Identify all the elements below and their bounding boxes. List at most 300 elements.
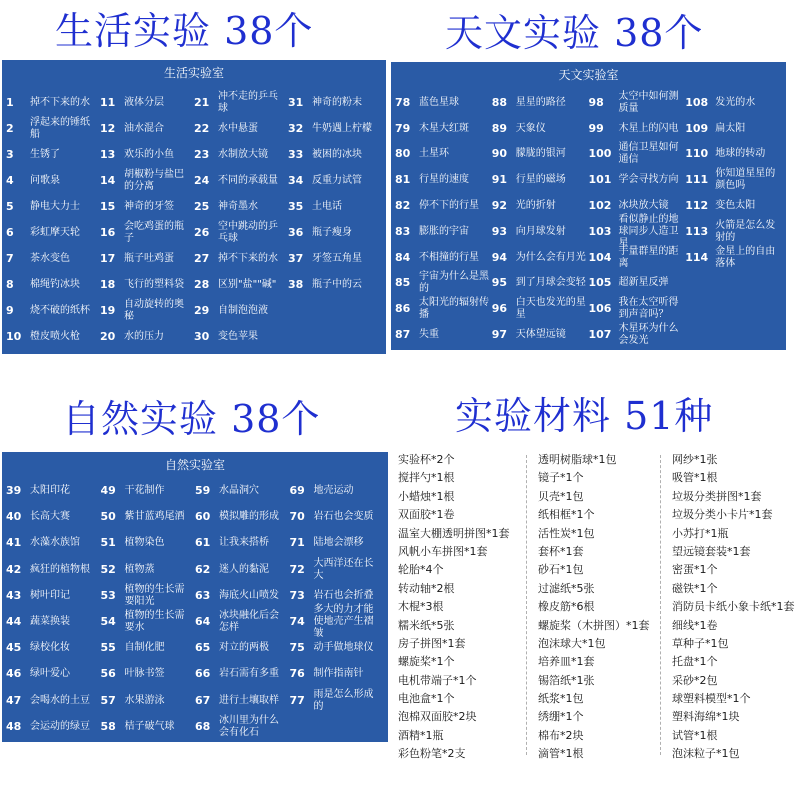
experiment-item <box>589 167 684 193</box>
experiment-number: 22 <box>194 122 210 135</box>
experiment-number: 13 <box>100 148 116 161</box>
experiment-number: 62 <box>195 562 211 576</box>
experiment-item <box>589 296 684 322</box>
experiment-number: 19 <box>100 304 116 317</box>
experiment-label: 土星环 <box>419 148 449 160</box>
astro-experiments-title: 天文实验 38个 <box>445 11 704 55</box>
materials-divider-1 <box>526 455 527 755</box>
experiment-item <box>290 530 383 556</box>
experiment-number: 73 <box>289 588 305 602</box>
experiment-number: 12 <box>100 122 116 135</box>
material-item: 酒精*1瓶 <box>398 728 444 742</box>
experiment-number: 78 <box>395 95 411 109</box>
material-item: 木棍*3根 <box>398 600 444 614</box>
experiment-item <box>288 168 380 194</box>
experiment-number: 87 <box>395 328 411 342</box>
experiment-label: 向月球发射 <box>515 225 566 237</box>
material-item: 绣绷*1个 <box>538 710 584 724</box>
experiment-item <box>492 322 587 348</box>
material-item: 电池盒*1个 <box>398 692 455 706</box>
experiment-number: 11 <box>100 96 116 109</box>
experiment-number: 30 <box>194 330 210 343</box>
experiment-number: 92 <box>491 199 508 213</box>
experiment-number: 20 <box>100 330 116 343</box>
experiment-label: 冰块放大镜 <box>618 200 669 212</box>
experiment-number: 49 <box>100 484 116 498</box>
experiment-number: 47 <box>6 693 22 707</box>
material-item: 电机带端子*1个 <box>398 673 477 687</box>
material-item: 望远镜套装*1套 <box>672 544 751 558</box>
experiment-label: 绿叶爱心 <box>30 668 70 680</box>
experiment-number: 18 <box>100 278 116 291</box>
experiment-label: 地壳运动 <box>313 485 354 497</box>
material-item: 试管*1根 <box>672 728 718 742</box>
experiment-number: 112 <box>685 199 709 213</box>
experiment-number: 111 <box>685 173 709 187</box>
experiment-number: 27 <box>194 252 210 265</box>
experiment-number: 40 <box>6 510 22 524</box>
material-item: 透明树脂球*1包 <box>538 453 617 466</box>
experiment-number: 45 <box>6 641 22 655</box>
experiment-item <box>395 142 490 168</box>
materials-column-3 <box>672 451 795 764</box>
experiment-label: 进行土壤取样 <box>219 694 279 706</box>
experiment-label: 自制化肥 <box>124 642 165 654</box>
experiment-number: 91 <box>491 173 508 187</box>
experiment-number: 86 <box>395 302 411 316</box>
experiment-label: 木星环为什么会发光 <box>618 323 679 347</box>
experiment-label: 棉绳钓冰块 <box>30 279 80 290</box>
experiment-item <box>395 116 490 142</box>
experiment-label: 疯狂的植物根 <box>30 563 90 575</box>
experiment-number: 2 <box>6 122 14 135</box>
experiment-number: 99 <box>588 121 604 135</box>
material-item: 套杯*1套 <box>538 544 584 558</box>
experiment-item <box>194 142 286 168</box>
experiment-number: 60 <box>195 510 211 524</box>
experiment-label: 水晶洞穴 <box>219 485 259 497</box>
experiment-label: 动手做地球仪 <box>313 642 374 654</box>
experiment-item <box>290 661 383 687</box>
experiment-label: 木星上的闪电 <box>618 122 679 134</box>
experiment-number: 107 <box>588 328 612 342</box>
material-item: 温室大棚透明拼图*1套 <box>398 526 510 540</box>
experiment-item <box>685 322 780 348</box>
experiment-item <box>395 322 490 348</box>
experiment-label: 不同的承载量 <box>218 175 278 186</box>
experiment-item <box>685 245 780 271</box>
experiment-label: 制作指南针 <box>313 668 364 680</box>
experiment-number: 74 <box>289 615 305 629</box>
experiment-number: 101 <box>588 173 612 187</box>
experiment-label: 不相撞的行星 <box>419 251 479 263</box>
experiment-item <box>288 90 380 116</box>
experiment-item <box>194 168 286 194</box>
material-item: 滴管*1根 <box>538 747 584 761</box>
astro-lab-grid <box>395 90 782 348</box>
experiment-label: 变色太阳 <box>715 200 756 212</box>
experiment-number: 23 <box>194 148 210 161</box>
experiment-item <box>195 504 288 530</box>
experiment-item <box>589 90 684 116</box>
material-item: 细线*1卷 <box>672 618 718 632</box>
experiment-number: 53 <box>100 588 116 602</box>
experiment-label: 水果游泳 <box>124 694 165 706</box>
materials-title: 实验材料 51种 <box>455 394 714 438</box>
experiment-item <box>492 142 587 168</box>
experiment-label: 桔子破气球 <box>124 720 175 732</box>
experiment-item <box>194 90 286 116</box>
experiment-label: 植物的生长需要水 <box>124 610 185 634</box>
experiment-number: 8 <box>6 278 14 291</box>
experiment-item <box>492 193 587 219</box>
experiment-item <box>290 635 383 661</box>
experiment-item <box>288 324 380 350</box>
experiment-number: 109 <box>685 121 709 135</box>
experiment-item <box>100 168 192 194</box>
experiment-label: 掉不下来的水 <box>30 97 90 108</box>
experiment-item <box>290 478 383 504</box>
experiment-number: 28 <box>194 278 210 291</box>
material-item: 采砂*2包 <box>672 673 718 687</box>
experiment-label: 蓝色星球 <box>419 96 459 108</box>
experiment-number: 64 <box>195 615 211 629</box>
life-lab-header: 生活实验室 <box>163 66 224 80</box>
experiment-label: 让我来搭桥 <box>219 537 269 549</box>
experiment-label: 蔬菜换装 <box>30 616 70 628</box>
experiment-label: 岩石也会变质 <box>313 511 374 523</box>
experiment-label: 木星大红斑 <box>419 122 469 134</box>
experiment-item <box>395 90 490 116</box>
astro-lab-header: 天文实验室 <box>558 68 619 82</box>
experiment-label: 区别"盐""碱" <box>218 279 277 290</box>
experiment-label: 冰块融化后会怎样 <box>219 610 279 634</box>
experiment-label: 发光的水 <box>715 96 756 108</box>
material-item: 泡棉双面胶*2块 <box>398 710 477 724</box>
experiment-number: 65 <box>195 641 211 655</box>
experiment-label: 水制放大镜 <box>218 149 268 160</box>
experiment-label: 会吃鸡蛋的瓶子 <box>124 221 184 244</box>
material-item: 密蛋*1个 <box>672 563 718 577</box>
material-item: 泡沫球大*1包 <box>538 636 606 650</box>
experiment-label: 宇宙为什么是黑的 <box>419 271 489 295</box>
experiment-item <box>195 557 288 583</box>
experiment-number: 63 <box>195 588 211 602</box>
experiment-number: 114 <box>685 250 709 264</box>
experiment-label: 迷人的黏泥 <box>219 563 269 575</box>
experiment-number: 1 <box>6 96 14 109</box>
experiment-number: 58 <box>100 719 116 733</box>
experiment-number: 37 <box>288 252 304 265</box>
experiment-item <box>492 245 587 271</box>
experiment-label: 欢乐的小鱼 <box>124 149 174 160</box>
material-item: 房子拼图*1套 <box>398 636 466 650</box>
experiment-label: 手量群星的距离 <box>618 245 679 269</box>
material-item: 螺旋桨（木拼图）*1套 <box>538 618 650 632</box>
experiment-item <box>395 219 490 245</box>
experiment-number: 6 <box>6 226 14 239</box>
experiment-number: 108 <box>685 95 709 109</box>
experiment-item <box>492 271 587 297</box>
experiment-label: 干花制作 <box>124 485 165 497</box>
experiment-item <box>194 246 286 272</box>
experiment-label: 橙皮喷火枪 <box>30 331 80 342</box>
experiment-item <box>6 142 98 168</box>
life-lab-grid <box>6 90 382 350</box>
experiment-item <box>685 167 780 193</box>
experiment-label: 失重 <box>419 329 439 341</box>
experiment-item <box>395 271 490 297</box>
experiment-label: 冲不走的乒乓球 <box>218 91 278 114</box>
experiment-label: 天象仪 <box>515 122 546 134</box>
experiment-number: 72 <box>289 562 305 576</box>
material-item: 垃圾分类小卡片*1套 <box>672 508 773 522</box>
experiment-item <box>492 90 587 116</box>
material-item: 塑料海绵*1块 <box>672 710 740 724</box>
experiment-number: 100 <box>588 147 612 161</box>
experiment-label: 植物染色 <box>124 537 165 549</box>
experiment-number: 33 <box>288 148 304 161</box>
experiment-item <box>288 246 380 272</box>
experiment-item <box>101 478 194 504</box>
experiment-number: 32 <box>288 122 304 135</box>
experiment-label: 朦胧的银河 <box>515 148 566 160</box>
experiment-number: 93 <box>491 224 508 238</box>
material-item: 搅拌勺*1根 <box>398 471 455 485</box>
experiment-number: 85 <box>395 276 411 290</box>
experiment-item <box>588 213 684 249</box>
experiment-label: 为什么会有月光 <box>515 251 586 263</box>
experiment-number: 36 <box>288 226 304 239</box>
material-item: 双面胶*1卷 <box>398 508 455 522</box>
material-item: 网纱*1张 <box>672 453 718 466</box>
material-item: 彩色粉笔*2支 <box>398 747 466 761</box>
experiment-item <box>101 714 194 740</box>
experiment-number: 96 <box>491 302 508 316</box>
experiment-number: 77 <box>289 693 305 707</box>
experiment-number: 46 <box>6 667 22 681</box>
experiment-label: 火箭是怎么发射的 <box>715 219 776 243</box>
experiment-number: 56 <box>100 667 116 681</box>
experiment-label: 金星上的自由落体 <box>715 245 776 269</box>
experiment-item <box>492 167 587 193</box>
experiment-item <box>101 557 194 583</box>
experiment-item <box>100 194 192 220</box>
experiment-label: 问歌泉 <box>30 175 60 186</box>
experiment-label: 地球的转动 <box>715 148 766 160</box>
experiment-label: 烧不破的纸杯 <box>30 305 90 316</box>
experiment-item <box>100 220 192 246</box>
experiment-label: 岩石需有多重 <box>219 668 279 680</box>
experiment-number: 68 <box>195 719 211 733</box>
experiment-number: 89 <box>491 121 508 135</box>
experiment-label: 瓶子瘦身 <box>312 227 352 238</box>
materials-divider-2 <box>660 455 661 755</box>
materials-column-1 <box>398 451 510 764</box>
experiment-item <box>6 194 98 220</box>
experiment-item <box>6 661 99 687</box>
material-item: 球塑料模型*1个 <box>672 692 751 706</box>
material-item: 橡皮筋*6根 <box>538 600 595 614</box>
experiment-label: 浮起来的锤纸船 <box>30 117 90 140</box>
experiment-item <box>6 324 98 350</box>
experiment-number: 31 <box>288 96 304 109</box>
material-item: 泡沫粒子*1包 <box>672 747 740 761</box>
experiment-label: 到了月球会变轻 <box>515 277 586 289</box>
experiment-label: 行星的磁场 <box>515 174 566 186</box>
experiment-item <box>100 116 192 142</box>
experiment-number: 39 <box>6 484 22 498</box>
experiment-label: 多大的力才能使地壳产生褶皱 <box>313 604 374 640</box>
experiment-item <box>6 583 99 609</box>
nature-lab-header: 自然实验室 <box>164 458 225 472</box>
nature-experiments-title: 自然实验 38个 <box>62 397 321 441</box>
experiment-label: 海底火山喷发 <box>219 589 279 601</box>
experiment-label: 被困的冰块 <box>312 149 362 160</box>
experiment-item <box>100 298 192 324</box>
experiment-number: 34 <box>288 174 304 187</box>
experiment-item <box>289 604 383 640</box>
experiment-item <box>395 193 490 219</box>
experiment-label: 星星的路径 <box>515 96 566 108</box>
experiment-label: 瓶子吐鸡蛋 <box>124 253 174 264</box>
material-item: 过滤纸*5张 <box>538 581 595 595</box>
experiment-label: 看似静止的地球同步人造卫星 <box>618 213 679 249</box>
experiment-number: 57 <box>100 693 116 707</box>
material-item: 垃圾分类拼图*1套 <box>672 489 762 503</box>
experiment-label: 模拟雕的形成 <box>219 511 279 523</box>
experiment-item <box>101 583 194 609</box>
material-item: 培养皿*1套 <box>538 655 595 669</box>
experiment-label: 大西洋还在长大 <box>313 557 374 581</box>
experiment-number: 16 <box>100 226 116 239</box>
material-item: 小苏打*1瓶 <box>672 526 729 540</box>
experiment-number: 35 <box>288 200 304 213</box>
experiment-item <box>6 90 98 116</box>
experiment-number: 50 <box>100 510 116 524</box>
experiment-label: 膨胀的宇宙 <box>419 225 469 237</box>
experiment-item <box>194 272 286 298</box>
experiment-item <box>395 296 490 322</box>
experiment-item <box>6 609 99 635</box>
experiment-number: 75 <box>289 641 305 655</box>
experiment-label: 空中跳动的乒乓球 <box>218 221 278 244</box>
experiment-number: 76 <box>289 667 305 681</box>
experiment-number: 51 <box>100 536 116 550</box>
experiment-number: 67 <box>195 693 211 707</box>
experiment-label: 扁太阳 <box>715 122 746 134</box>
experiment-number: 7 <box>6 252 14 265</box>
material-item: 活性炭*1包 <box>538 526 595 540</box>
material-item: 纸浆*1包 <box>538 692 584 706</box>
experiment-item <box>100 90 192 116</box>
experiment-label: 牙签五角星 <box>312 253 362 264</box>
experiment-label: 自动旋转的奥秘 <box>124 299 184 322</box>
experiment-item <box>6 168 98 194</box>
experiment-item <box>492 219 587 245</box>
material-item: 螺旋桨*1个 <box>398 655 455 669</box>
experiment-number: 88 <box>491 95 508 109</box>
experiment-item <box>100 142 192 168</box>
material-item: 小蜡烛*1根 <box>398 489 455 503</box>
experiment-label: 我在太空听得到声音吗？ <box>618 297 679 321</box>
experiment-item <box>195 609 288 635</box>
experiment-label: 树叶印记 <box>30 589 70 601</box>
experiment-number: 42 <box>6 562 22 576</box>
experiment-number: 106 <box>588 302 612 316</box>
experiment-item <box>685 142 780 168</box>
experiment-number: 52 <box>100 562 116 576</box>
experiment-label: 胡椒粉与盐巴的分离 <box>124 169 184 192</box>
experiment-item <box>685 90 780 116</box>
experiment-item <box>101 609 194 635</box>
experiment-item <box>589 116 684 142</box>
experiment-item <box>685 116 780 142</box>
experiment-number: 113 <box>685 224 709 238</box>
experiment-number: 24 <box>194 174 210 187</box>
experiment-label: 叶脉书签 <box>124 668 165 680</box>
experiment-label: 白天也发光的星星 <box>515 297 586 321</box>
experiment-number: 104 <box>588 250 612 264</box>
experiment-label: 变色苹果 <box>218 331 258 342</box>
material-item: 转动轴*2根 <box>398 581 455 595</box>
experiment-item <box>100 324 192 350</box>
experiment-item <box>6 530 99 556</box>
experiment-number: 38 <box>288 278 304 291</box>
experiment-number: 71 <box>289 536 305 550</box>
experiment-item <box>395 167 490 193</box>
experiment-label: 掉不下来的水 <box>218 253 278 264</box>
experiment-item <box>589 142 684 168</box>
material-item: 棉布*2块 <box>538 728 584 742</box>
experiment-number: 41 <box>6 536 22 550</box>
experiment-item <box>6 714 99 740</box>
experiment-label: 你知道星星的颜色吗 <box>715 168 776 192</box>
experiment-item <box>6 246 98 272</box>
experiment-label: 太阳光的辐射传播 <box>419 297 489 321</box>
material-item: 轮胎*4个 <box>398 563 444 577</box>
experiment-number: 102 <box>588 199 612 213</box>
experiment-item <box>101 661 194 687</box>
experiment-item <box>589 245 684 271</box>
experiment-item <box>395 245 490 271</box>
experiment-number: 61 <box>195 536 211 550</box>
experiment-number: 5 <box>6 200 14 213</box>
experiment-number: 103 <box>588 224 612 238</box>
material-item: 消防员卡纸小象卡纸*1套 <box>672 600 795 614</box>
experiment-item <box>6 635 99 661</box>
experiment-label: 飞行的塑料袋 <box>124 279 184 290</box>
experiment-label: 神奇的粉末 <box>312 97 362 108</box>
experiment-label: 光的折射 <box>515 200 556 212</box>
experiment-label: 太空中如何测质量 <box>618 90 679 114</box>
experiment-item <box>194 298 286 324</box>
experiment-item <box>100 272 192 298</box>
experiment-label: 水藻水族馆 <box>30 537 80 549</box>
experiment-number: 110 <box>685 147 709 161</box>
experiment-label: 植物的生长需要阳光 <box>124 583 185 607</box>
experiment-label: 超新星反弹 <box>618 277 669 289</box>
experiment-item <box>288 194 380 220</box>
experiment-number: 80 <box>395 147 411 161</box>
experiment-number: 70 <box>289 510 305 524</box>
experiment-label: 反重力试管 <box>312 175 362 186</box>
nature-lab-grid <box>6 478 384 740</box>
experiment-label: 会运动的绿豆 <box>30 720 90 732</box>
experiment-label: 长高大赛 <box>30 511 70 523</box>
experiment-item <box>194 194 286 220</box>
material-item: 风帆小车拼图*1套 <box>398 544 488 558</box>
